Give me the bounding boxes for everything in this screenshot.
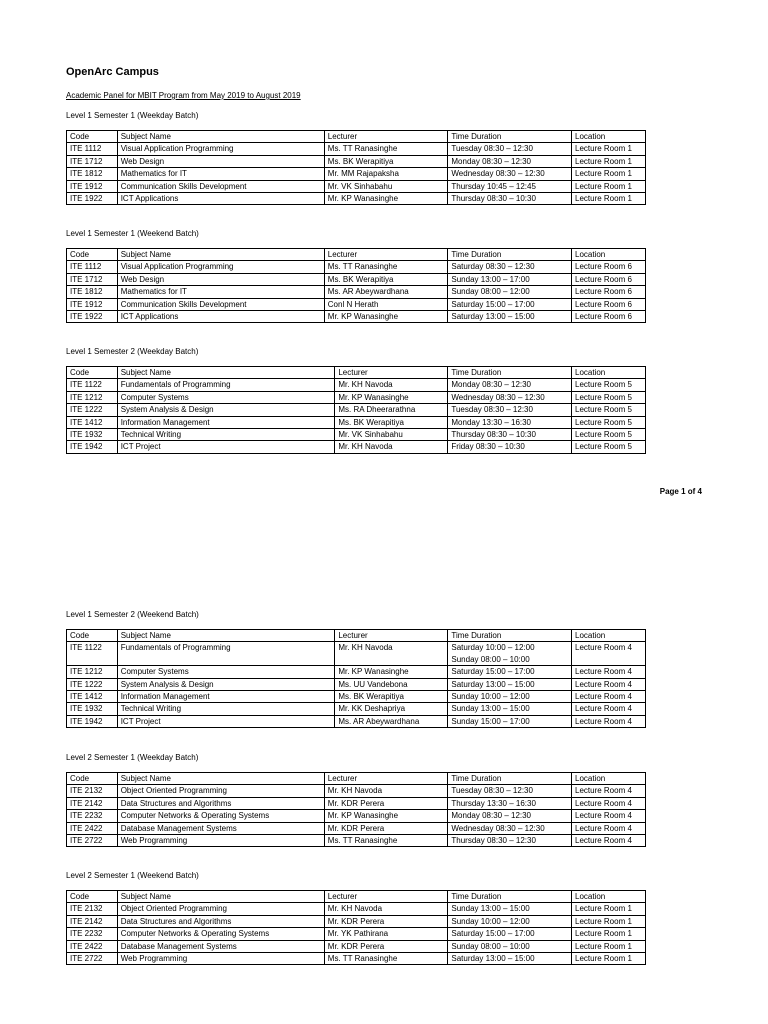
subject-cell: Information Management [117,691,335,703]
subject-cell: Mathematics for IT [117,168,324,180]
lecturer-cell: Ms. TT Ranasinghe [324,261,448,273]
location-cell: Lecture Room 4 [572,642,646,666]
lecturer-cell: Ms. BK Werapitiya [335,416,448,428]
column-header: Location [572,249,646,261]
lecturer-cell: Mr. KP Wanasinghe [335,391,448,403]
table-row [67,429,646,441]
location-cell: Lecture Room 4 [572,835,646,847]
time-slot: Saturday 15:00 – 17:00 [451,667,535,677]
time-slot: Sunday 08:00 – 10:00 [451,941,530,951]
lecturer-cell: Mr. VK Sinhabahu [324,180,448,192]
time-slot: Wednesday 08:30 – 12:30 [451,823,545,833]
table-header-row [67,773,646,785]
table-row [67,379,646,391]
time-cell [448,261,572,273]
time-cell [448,785,572,797]
time-cell [448,311,572,323]
time-cell [448,928,572,940]
time-cell [448,286,572,298]
subject-cell: System Analysis & Design [117,678,335,690]
location-cell: Lecture Room 4 [572,666,646,678]
time-slot: Monday 08:30 – 12:30 [451,156,532,166]
subject-cell: Object Oriented Programming [117,903,324,915]
time-slot: Saturday 13:00 – 15:00 [451,954,535,964]
section-label: Level 1 Semester 1 (Weekday Batch) [66,111,199,120]
column-header: Subject Name [117,367,335,379]
location-cell: Lecture Room 6 [572,298,646,310]
code-cell: ITE 1412 [67,416,118,428]
column-header: Time Duration [448,367,572,379]
column-header: Location [572,131,646,143]
time-cell [448,273,572,285]
location-cell: Lecture Room 1 [572,903,646,915]
location-cell: Lecture Room 6 [572,273,646,285]
section-label: Level 2 Semester 1 (Weekend Batch) [66,871,199,880]
time-cell [448,835,572,847]
code-cell: ITE 2232 [67,928,118,940]
lecturer-cell: Ms. BK Werapitiya [324,155,448,167]
table-row [67,953,646,965]
time-cell [448,691,572,703]
table-row [67,416,646,428]
subject-cell: System Analysis & Design [117,404,335,416]
column-header: Time Duration [448,131,572,143]
lecturer-cell: Conl N Herath [324,298,448,310]
table-row [67,940,646,952]
table-row [67,703,646,715]
subject-cell: Fundamentals of Programming [117,642,335,666]
subject-cell: Computer Systems [117,666,335,678]
code-cell: ITE 1212 [67,666,118,678]
location-cell: Lecture Room 6 [572,286,646,298]
schedule-table [66,890,646,965]
location-cell: Lecture Room 5 [572,379,646,391]
column-header: Code [67,249,118,261]
column-header: Lecturer [324,131,448,143]
document-page-2 [0,560,768,1024]
lecturer-cell: Ms. RA Dheerarathna [335,404,448,416]
location-cell: Lecture Room 5 [572,416,646,428]
location-cell: Lecture Room 4 [572,810,646,822]
column-header: Code [67,773,118,785]
column-header: Subject Name [117,773,324,785]
subject-cell: Web Design [117,273,324,285]
column-header: Location [572,891,646,903]
table-header-row [67,891,646,903]
table-header-row [67,630,646,642]
subject-cell: ICT Project [117,441,335,453]
code-cell: ITE 1922 [67,311,118,323]
time-cell [448,903,572,915]
lecturer-cell: Mr. KK Deshapriya [335,703,448,715]
column-header: Time Duration [448,249,572,261]
table-row [67,642,646,666]
table-row [67,691,646,703]
subject-cell: Visual Application Programming [117,143,324,155]
time-slot: Thursday 08:30 – 12:30 [451,836,536,846]
table-row [67,928,646,940]
lecturer-cell: Ms. UU Vandebona [335,678,448,690]
column-header: Time Duration [448,630,572,642]
table-row [67,311,646,323]
table-row [67,441,646,453]
time-slot: Sunday 13:00 – 15:00 [451,704,530,714]
time-cell [448,915,572,927]
column-header: Code [67,367,118,379]
code-cell: ITE 1122 [67,379,118,391]
table-row [67,143,646,155]
schedule-table [66,772,646,847]
code-cell: ITE 1222 [67,678,118,690]
table-header-row [67,367,646,379]
location-cell: Lecture Room 5 [572,429,646,441]
time-slot: Sunday 08:00 – 10:00 [451,654,530,664]
lecturer-cell: Ms. BK Werapitiya [335,691,448,703]
column-header: Location [572,630,646,642]
code-cell: ITE 1412 [67,691,118,703]
code-cell: ITE 2132 [67,903,118,915]
column-header: Lecturer [324,891,448,903]
column-header: Time Duration [448,891,572,903]
lecturer-cell: Mr. KDR Perera [324,797,448,809]
location-cell: Lecture Room 5 [572,441,646,453]
location-cell: Lecture Room 4 [572,691,646,703]
time-slot: Monday 13:30 – 16:30 [451,417,532,427]
lecturer-cell: Mr. KH Navoda [335,441,448,453]
subject-cell: Technical Writing [117,703,335,715]
time-cell [448,441,572,453]
lecturer-cell: Mr. KP Wanasinghe [324,810,448,822]
lecturer-cell: Mr. KH Navoda [335,379,448,391]
subject-cell: Web Design [117,155,324,167]
lecturer-cell: Mr. KH Navoda [335,642,448,666]
subject-cell: Technical Writing [117,429,335,441]
time-slot: Sunday 10:00 – 12:00 [451,916,530,926]
subject-cell: Computer Networks & Operating Systems [117,928,324,940]
code-cell: ITE 1932 [67,703,118,715]
column-header: Lecturer [324,773,448,785]
time-slot: Thursday 13:30 – 16:30 [451,798,536,808]
time-slot: Sunday 13:00 – 15:00 [451,904,530,914]
code-cell: ITE 1812 [67,168,118,180]
location-cell: Lecture Room 1 [572,915,646,927]
time-slot: Saturday 15:00 – 17:00 [451,299,535,309]
code-cell: ITE 1112 [67,261,118,273]
subject-cell: Computer Networks & Operating Systems [117,810,324,822]
code-cell: ITE 2422 [67,822,118,834]
lecturer-cell: Mr. KDR Perera [324,915,448,927]
table-row [67,903,646,915]
time-slot: Wednesday 08:30 – 12:30 [451,169,545,179]
location-cell: Lecture Room 1 [572,928,646,940]
table-row [67,915,646,927]
lecturer-cell: Mr. KP Wanasinghe [324,193,448,205]
location-cell: Lecture Room 1 [572,940,646,952]
lecturer-cell: Mr. KDR Perera [324,940,448,952]
subject-cell: Fundamentals of Programming [117,379,335,391]
subject-cell: Communication Skills Development [117,298,324,310]
code-cell: ITE 1942 [67,441,118,453]
location-cell: Lecture Room 4 [572,703,646,715]
lecturer-cell: Mr. KH Navoda [324,785,448,797]
time-slot: Thursday 08:30 – 10:30 [451,194,536,204]
section-label: Level 1 Semester 2 (Weekend Batch) [66,610,199,619]
column-header: Lecturer [324,249,448,261]
time-slot: Sunday 15:00 – 17:00 [451,716,530,726]
time-cell [448,391,572,403]
subject-cell: Database Management Systems [117,822,324,834]
code-cell: ITE 2142 [67,797,118,809]
time-cell [448,715,572,727]
time-cell [448,810,572,822]
code-cell: ITE 1932 [67,429,118,441]
time-slot: Saturday 13:00 – 15:00 [451,679,535,689]
location-cell: Lecture Room 1 [572,180,646,192]
time-slot: Friday 08:30 – 10:30 [451,442,525,452]
column-header: Subject Name [117,891,324,903]
subject-cell: Web Programming [117,953,324,965]
location-cell: Lecture Room 5 [572,404,646,416]
code-cell: ITE 2142 [67,915,118,927]
location-cell: Lecture Room 4 [572,678,646,690]
subject-cell: ICT Project [117,715,335,727]
lecturer-cell: Ms. AR Abeywardhana [335,715,448,727]
code-cell: ITE 1912 [67,298,118,310]
lecturer-cell: Ms. BK Werapitiya [324,273,448,285]
location-cell: Lecture Room 4 [572,715,646,727]
code-cell: ITE 2132 [67,785,118,797]
subject-cell: Computer Systems [117,391,335,403]
time-cell [448,429,572,441]
table-row [67,286,646,298]
section-label: Level 2 Semester 1 (Weekday Batch) [66,753,199,762]
time-cell [448,822,572,834]
subject-cell: Database Management Systems [117,940,324,952]
time-cell [448,143,572,155]
code-cell: ITE 1222 [67,404,118,416]
location-cell: Lecture Room 4 [572,822,646,834]
table-row [67,261,646,273]
lecturer-cell: Mr. KP Wanasinghe [335,666,448,678]
table-row [67,273,646,285]
code-cell: ITE 2722 [67,953,118,965]
table-row [67,193,646,205]
code-cell: ITE 2722 [67,835,118,847]
lecturer-cell: Mr. MM Rajapaksha [324,168,448,180]
subject-cell: ICT Applications [117,193,324,205]
lecturer-cell: Mr. KH Navoda [324,903,448,915]
lecturer-cell: Ms. TT Ranasinghe [324,143,448,155]
code-cell: ITE 1212 [67,391,118,403]
column-header: Code [67,131,118,143]
location-cell: Lecture Room 6 [572,311,646,323]
table-header-row [67,249,646,261]
code-cell: ITE 1922 [67,193,118,205]
time-slot: Monday 08:30 – 12:30 [451,811,532,821]
lecturer-cell: Mr. YK Pathirana [324,928,448,940]
column-header: Subject Name [117,630,335,642]
section-label: Level 1 Semester 2 (Weekday Batch) [66,347,199,356]
table-row [67,404,646,416]
campus-title: OpenArc Campus [66,66,159,78]
time-cell [448,666,572,678]
schedule-table [66,130,646,205]
time-slot: Sunday 10:00 – 12:00 [451,692,530,702]
time-cell [448,180,572,192]
section-label: Level 1 Semester 1 (Weekend Batch) [66,229,199,238]
lecturer-cell: Mr. KDR Perera [324,822,448,834]
lecturer-cell: Mr. KP Wanasinghe [324,311,448,323]
location-cell: Lecture Room 6 [572,261,646,273]
lecturer-cell: Mr. VK Sinhabahu [335,429,448,441]
location-cell: Lecture Room 1 [572,155,646,167]
page-number: Page 1 of 4 [659,487,702,496]
table-row [67,797,646,809]
time-slot: Thursday 10:45 – 12:45 [451,181,536,191]
lecturer-cell: Ms. TT Ranasinghe [324,835,448,847]
table-row [67,822,646,834]
column-header: Subject Name [117,249,324,261]
time-slot: Sunday 13:00 – 17:00 [451,274,530,284]
time-slot: Saturday 08:30 – 12:30 [451,262,535,272]
time-cell [448,168,572,180]
code-cell: ITE 1812 [67,286,118,298]
table-row [67,666,646,678]
column-header: Time Duration [448,773,572,785]
column-header: Location [572,773,646,785]
time-cell [448,416,572,428]
time-slot: Saturday 10:00 – 12:00 [451,643,535,653]
code-cell: ITE 2232 [67,810,118,822]
time-slot: Tuesday 08:30 – 12:30 [451,405,533,415]
code-cell: ITE 1712 [67,155,118,167]
code-cell: ITE 1122 [67,642,118,666]
table-row [67,678,646,690]
schedule-table [66,629,646,728]
column-header: Subject Name [117,131,324,143]
schedule-table [66,248,646,323]
location-cell: Lecture Room 4 [572,797,646,809]
time-cell [448,953,572,965]
lecturer-cell: Ms. AR Abeywardhana [324,286,448,298]
table-row [67,810,646,822]
time-cell [448,703,572,715]
time-cell [448,155,572,167]
time-slot: Tuesday 08:30 – 12:30 [451,144,533,154]
time-slot: Monday 08:30 – 12:30 [451,380,532,390]
time-slot: Saturday 13:00 – 15:00 [451,312,535,322]
time-slot: Saturday 15:00 – 17:00 [451,929,535,939]
column-header: Location [572,367,646,379]
subject-cell: Web Programming [117,835,324,847]
table-row [67,835,646,847]
location-cell: Lecture Room 1 [572,168,646,180]
time-slot: Thursday 08:30 – 10:30 [451,430,536,440]
subject-cell: ICT Applications [117,311,324,323]
time-slot: Wednesday 08:30 – 12:30 [451,392,545,402]
time-slot: Tuesday 08:30 – 12:30 [451,786,533,796]
time-cell [448,379,572,391]
location-cell: Lecture Room 5 [572,391,646,403]
subject-cell: Information Management [117,416,335,428]
location-cell: Lecture Room 1 [572,143,646,155]
lecturer-cell: Ms. TT Ranasinghe [324,953,448,965]
table-row [67,180,646,192]
subject-cell: Visual Application Programming [117,261,324,273]
time-cell [448,797,572,809]
subject-cell: Object Oriented Programming [117,785,324,797]
column-header: Lecturer [335,630,448,642]
time-slot: Sunday 08:00 – 12:00 [451,287,530,297]
code-cell: ITE 1712 [67,273,118,285]
subject-cell: Communication Skills Development [117,180,324,192]
time-cell [448,193,572,205]
column-header: Lecturer [335,367,448,379]
table-row [67,168,646,180]
table-row [67,391,646,403]
code-cell: ITE 1112 [67,143,118,155]
table-header-row [67,131,646,143]
table-row [67,715,646,727]
code-cell: ITE 2422 [67,940,118,952]
subject-cell: Data Structures and Algorithms [117,797,324,809]
table-row [67,298,646,310]
panel-title: Academic Panel for MBIT Program from May 2019 to August 2019 [66,91,301,100]
code-cell: ITE 1912 [67,180,118,192]
time-cell [448,940,572,952]
location-cell: Lecture Room 1 [572,193,646,205]
table-row [67,155,646,167]
code-cell: ITE 1942 [67,715,118,727]
time-cell [448,642,572,666]
table-row [67,785,646,797]
subject-cell: Data Structures and Algorithms [117,915,324,927]
column-header: Code [67,630,118,642]
schedule-table [66,366,646,454]
time-cell [448,298,572,310]
time-cell [448,678,572,690]
column-header: Code [67,891,118,903]
location-cell: Lecture Room 1 [572,953,646,965]
subject-cell: Mathematics for IT [117,286,324,298]
location-cell: Lecture Room 4 [572,785,646,797]
time-cell [448,404,572,416]
